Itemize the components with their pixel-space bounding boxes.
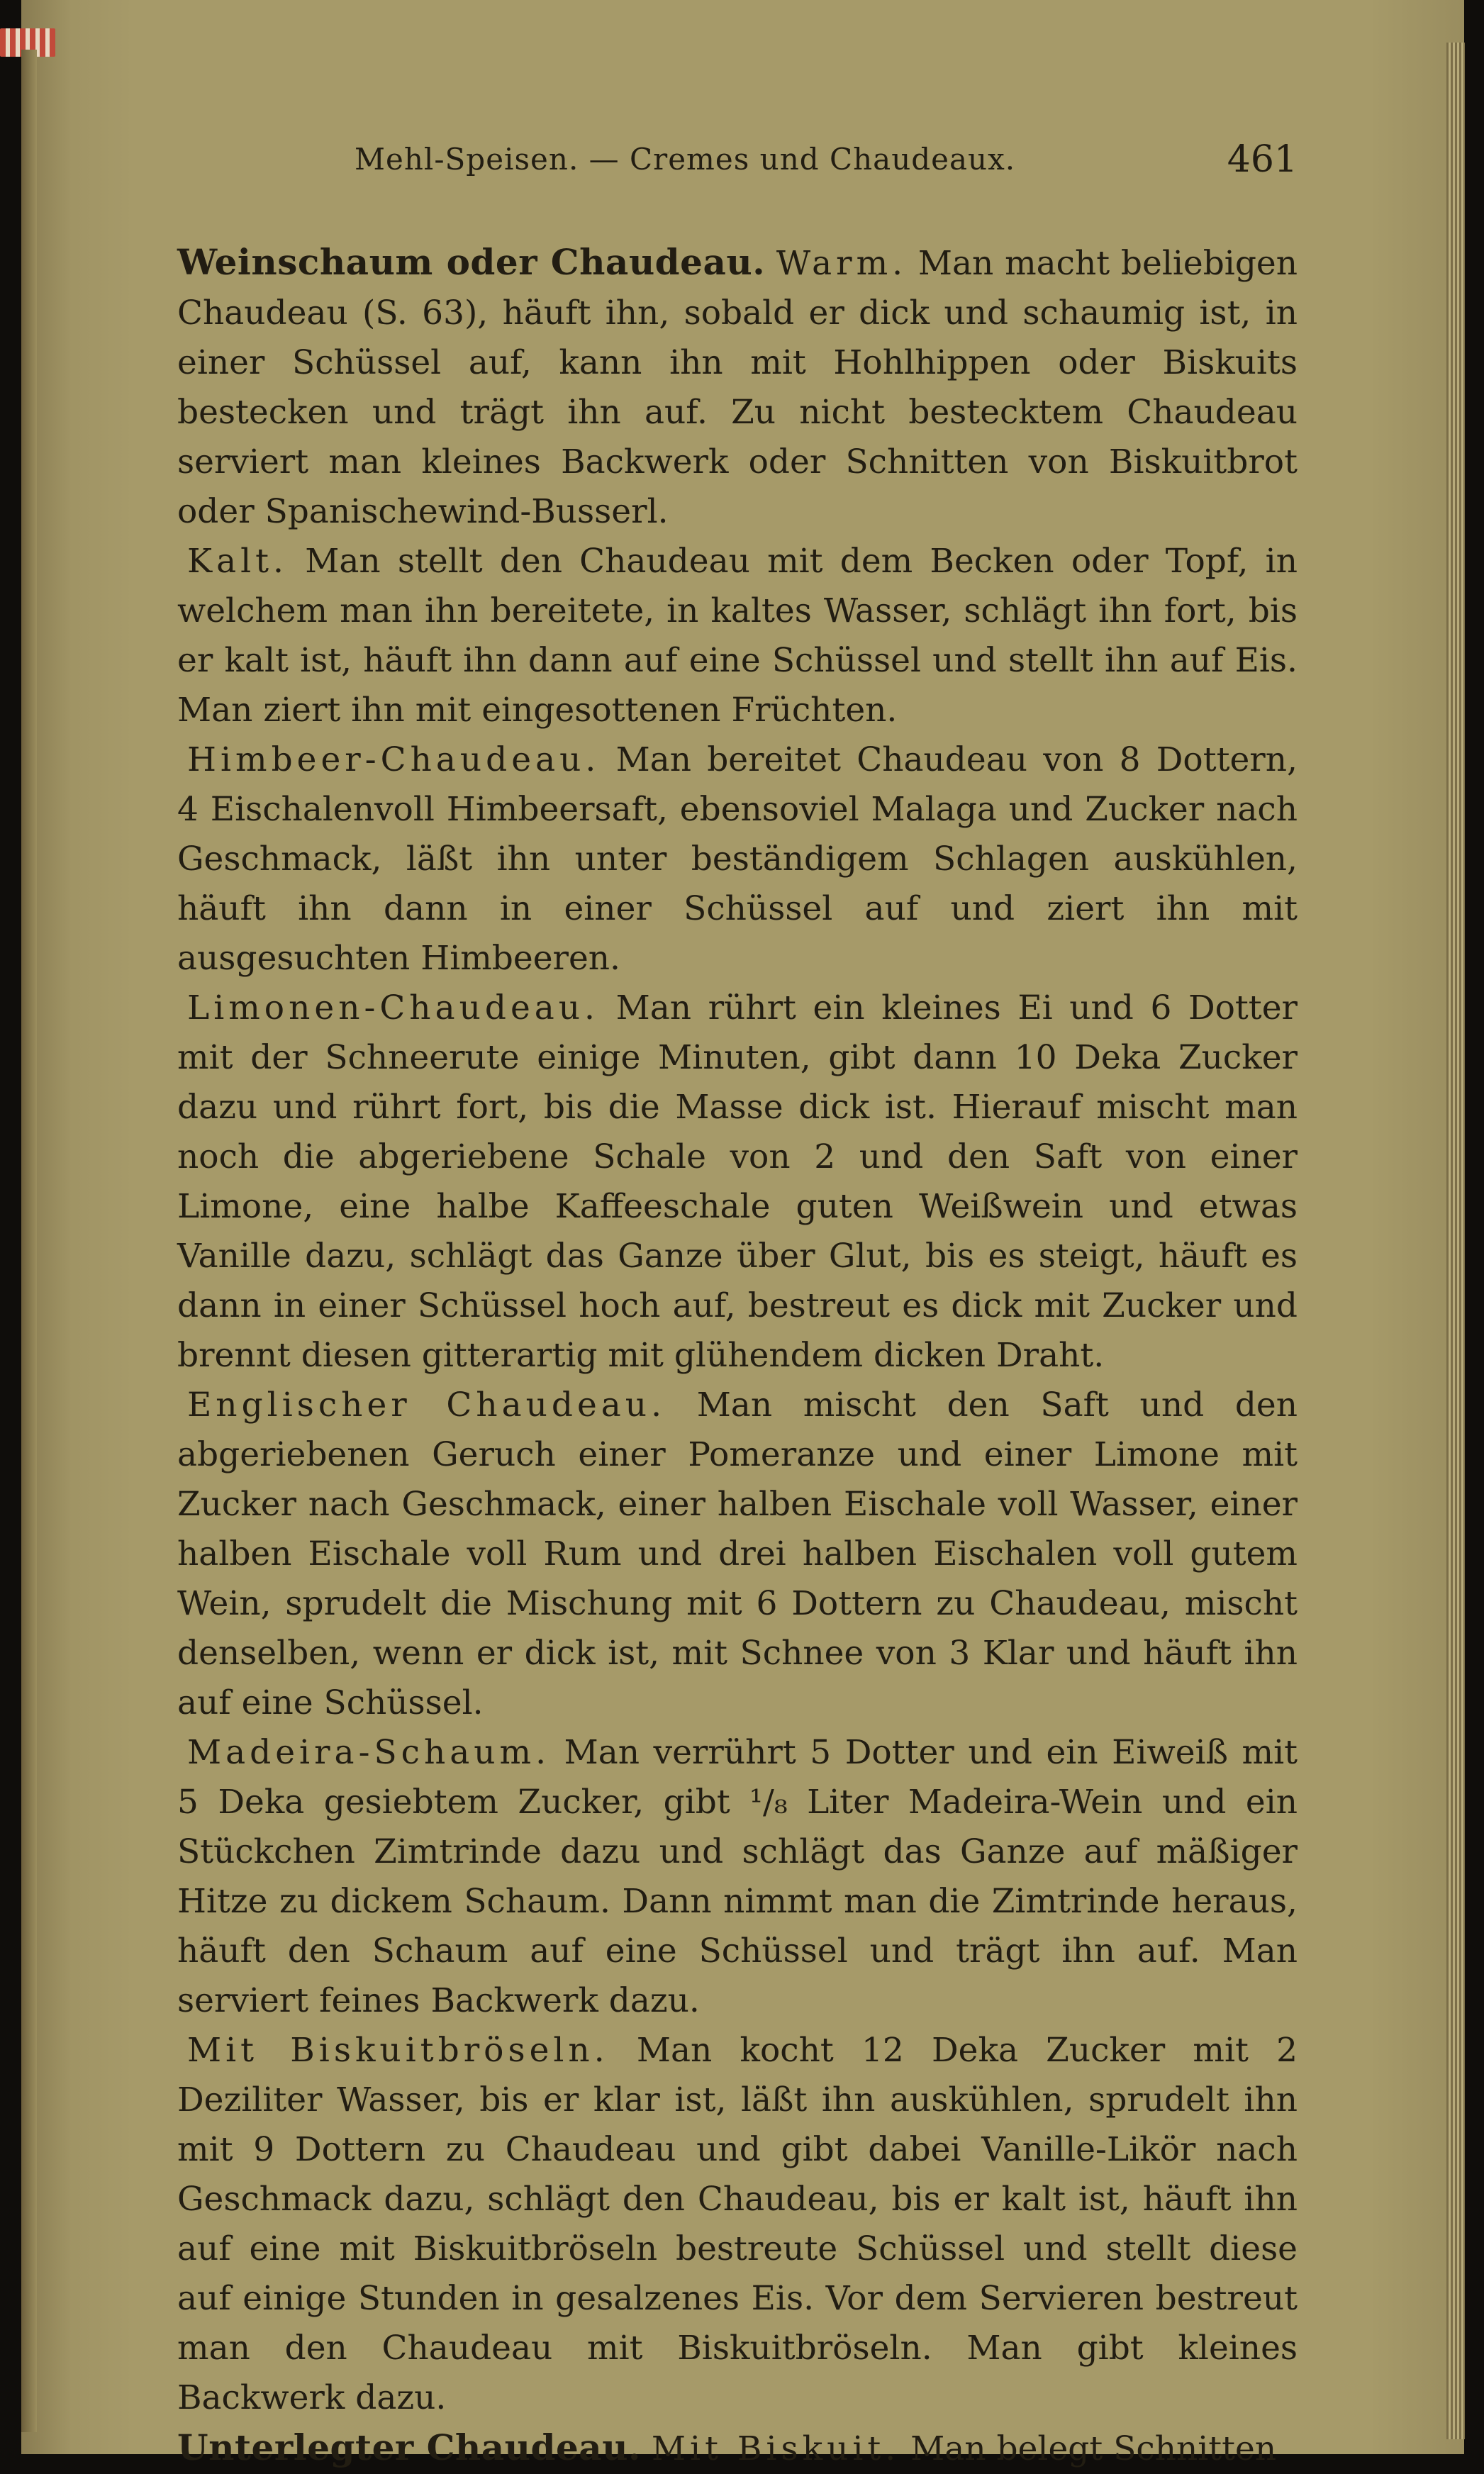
recipe-text: Man mischt den Saft und den abgeriebenen Geruch einer Pomeranze und einer Limone mit Zucker nach Geschmack, einer halben Eischale voll Wasser, einer halben Eischale voll Rum und drei halben Eischalen voll gutem Wein, sprudelt die Mischung mit 6 Dottern zu Chaudeau, mischt denselben, wenn er dick ist, mit Schnee von 3 Klar und häuft ihn auf eine Schüssel. [177, 1386, 1298, 1722]
recipe-variant: Limonen-Chaudeau. [187, 988, 599, 1027]
paragraph-weinschaum [177, 238, 1298, 537]
book-page [177, 135, 1298, 2474]
recipe-heading: Weinschaum oder Chaudeau. [177, 241, 766, 283]
recipe-text: Man rührt ein kleines Ei und 6 Dotter mit der Schneerute einige Minuten, gibt dann 10 Deka Zucker dazu und rührt fort, bis die Masse dick ist. Hierauf mischt man noch die abgeriebene Schale von 2 und den Saft von einer Limone, eine halbe Kaffeeschale guten Weißwein und etwas Vanille dazu, schlägt das Ganze über Glut, bis es steigt, häuft es dann in einer Schüssel hoch auf, bestreut es dick mit Zucker und brennt diesen gitterartig mit glühendem dicken Draht. [177, 988, 1298, 1375]
paragraph-kalt [177, 537, 1298, 735]
paragraph-englischer [177, 1381, 1298, 1728]
recipe-heading: Unterlegter Chaudeau. [177, 2426, 641, 2468]
body-text [177, 238, 1298, 2474]
running-head [177, 135, 1298, 184]
recipe-text: Man stellt den Chaudeau mit dem Becken oder Topf, in welchem man ihn bereitete, in kaltes Wasser, schlägt ihn fort, bis er kalt ist, häuft ihn dann auf eine Schüssel und stellt ihn auf Eis. Man ziert ihn mit eingesottenen Früchten. [177, 542, 1298, 730]
paragraph-unterlegter [177, 2423, 1298, 2474]
recipe-variant: Madeira-Schaum. [187, 1733, 551, 1772]
paragraph-madeira [177, 1728, 1298, 2026]
paragraph-limonen [177, 984, 1298, 1381]
recipe-variant: Warm. [776, 244, 908, 283]
recipe-variant: Mit Biskuit. [651, 2429, 900, 2468]
recipe-text: Man verrührt 5 Dotter und ein Eiweiß mit 5 Deka gesiebtem Zucker, gibt ¹/₈ Liter Madeira-Wein und ein Stückchen Zimtrinde dazu und schlägt das Ganze auf mäßiger Hitze zu dickem Schaum. Dann nimmt man die Zimtrinde heraus, häuft den Schaum auf eine Schüssel und trägt ihn auf. Man serviert feines Backwerk dazu. [177, 1733, 1298, 2020]
recipe-variant: Kalt. [187, 542, 288, 581]
page-gutter [21, 50, 37, 2432]
page-edge [1446, 43, 1465, 2439]
recipe-variant: Himbeer-Chaudeau. [187, 740, 601, 779]
paragraph-himbeer [177, 735, 1298, 984]
recipe-text: Man macht beliebigen Chaudeau (S. 63), häuft ihn, sobald er dick und schaumig ist, in einer Schüssel auf, kann ihn mit Hohlhippen oder Biskuits bestecken und trägt ihn auf. Zu nicht bestecktem Chaudeau serviert man kleines Backwerk oder Schnitten von Biskuitbrot oder Spanischewind-Busserl. [177, 244, 1298, 531]
page-number: 461 [1227, 138, 1298, 181]
recipe-variant: Mit Biskuitbröseln. [187, 2031, 609, 2070]
running-head-title: Mehl-Speisen. — Cremes und Chaudeaux. [355, 142, 1016, 177]
paragraph-biskuitbroeseln [177, 2026, 1298, 2423]
recipe-text: Man kocht 12 Deka Zucker mit 2 Deziliter Wasser, bis er klar ist, läßt ihn auskühlen, sprudelt ihn mit 9 Dottern zu Chaudeau und gibt dabei Vanille-Likör nach Geschmack dazu, schlägt den Chaudeau, bis er kalt ist, häuft ihn auf eine mit Biskuitbröseln bestreute Schüssel und stellt diese auf einige Stunden in gesalzenes Eis. Vor dem Servieren bestreut man den Chaudeau mit Biskuitbröseln. Man gibt kleines Backwerk dazu. [177, 2031, 1298, 2417]
recipe-text: Man belegt Schnitten [910, 2429, 1277, 2468]
recipe-text: Man bereitet Chaudeau von 8 Dottern, 4 Eischalenvoll Himbeersaft, ebensoviel Malaga und Zucker nach Geschmack, läßt ihn unter beständigem Schlagen auskühlen, häuft ihn dann in einer Schüssel auf und ziert ihn mit ausgesuchten Himbeeren. [177, 740, 1298, 978]
recipe-variant: Englischer Chaudeau. [187, 1386, 666, 1425]
